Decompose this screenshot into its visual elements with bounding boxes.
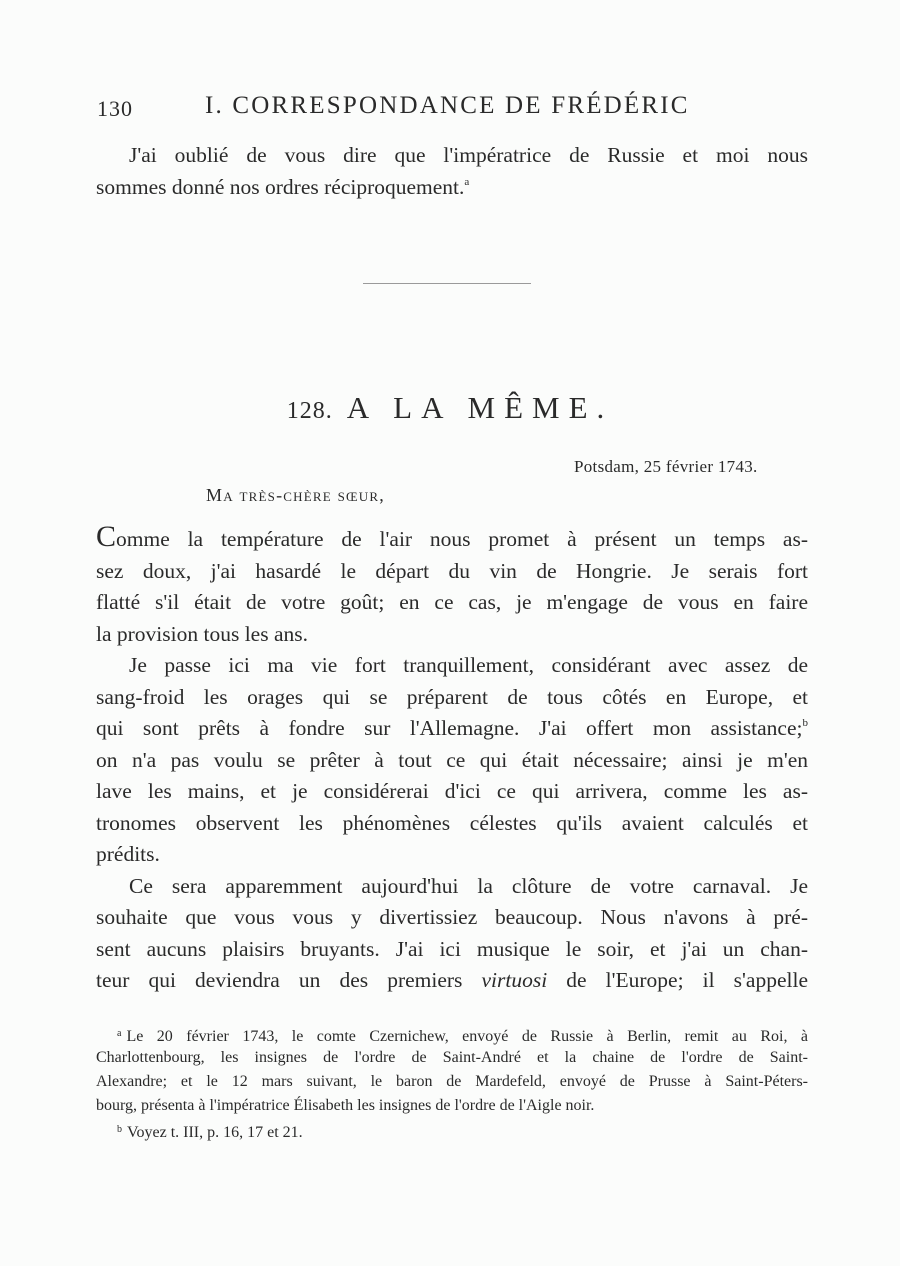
dateline: Potsdam, 25 février 1743. [574,457,758,476]
page-number: 130 [97,96,133,121]
text-line: lave les mains, et je considérerai d'ici ce qui arrivera, comme les as- [96,779,808,803]
footnote-ref-b[interactable]: b [802,717,808,729]
footnote-a-line: bourg, présenta à l'impératrice Élisabeth les insignes de l'ordre de l'Aigle noir. [96,1097,595,1114]
footnote-mark: a [117,1028,122,1039]
text-line: Je passe ici ma vie fort tranquillement, considérant avec assez de [129,653,808,677]
footnote-ref-a[interactable]: a [464,175,470,188]
text-line: sent aucuns plaisirs bruyants. J'ai ici musique le soir, et j'ai un chan- [96,936,808,961]
text-line: Ce sera apparemment aujourd'hui la clôture de votre carnaval. Je [129,873,808,898]
text-line: J'ai oublié de vous dire que l'impératrice de Russie et moi nous [129,143,808,167]
text-line: souhaite que vous vous y divertissiez beaucoup. Nous n'avons à pré- [96,905,808,929]
salutation: Ma très-chère sœur, [206,485,385,505]
footnotes [96,1022,808,1142]
running-title: I. CORRESPONDANCE DE FRÉDÉRIC [205,92,690,119]
text-line: on n'a pas voulu se prêter à tout ce qui était nécessaire; ainsi je m'en [96,747,808,772]
text-line: sez doux, j'ai hasardé le départ du vin de Hongrie. Je serais fort [96,558,808,583]
letter-number: 128. [286,398,333,424]
letter-heading [0,390,900,426]
text-line: sang-froid les orages qui se préparent de tous côtés en Europe, et [96,684,808,709]
footnote-b-line: $^b$ Voyez t. III, p. 16, 17 et 21. [117,1124,303,1141]
footnote-mark: b [117,1124,122,1135]
previous-letter-ending [96,140,808,203]
letter-title: A LA MÊME. [346,390,614,425]
footnote-a-line: Charlottenbourg, les insignes de l'ordre de Saint-André et la chaine de l'ordre de Saint- [96,1049,808,1066]
text-line: flatté s'il était de votre goût; en ce cas, je m'engage de vous en faire [96,590,808,614]
text-line: sommes donné nos ordres réciproquement.$^a$ [96,174,470,199]
italic-word: virtuosi [481,968,548,992]
text-line: Comme la température de l'air nous promet à présent un temps as- [96,520,808,553]
text-line: qui sont prêts à fondre sur l'Allemagne. J'ai offert mon assistance;$^b$ [96,716,808,740]
text-line: tronomes observent les phénomènes célestes qu'ils avaient calculés et [96,810,808,835]
section-divider [363,283,531,284]
text-line: la provision tous les ans. [96,621,308,646]
running-head [97,92,817,122]
footnote-a-line: Alexandre; et le 12 mars suivant, le baron de Mardefeld, envoyé de Prusse à Saint-Péters- [96,1073,808,1090]
text-line: prédits. [96,842,160,866]
text-line: teur qui deviendra un des premiers virtuosi de l'Europe; il s'appelle [96,968,808,992]
footnote-a-line: $^a$ Le 20 février 1743, le comte Czernichew, envoyé de Russie à Berlin, remit au Roi, à [117,1028,808,1045]
letter-body [96,520,808,997]
drop-cap: C [96,520,117,553]
